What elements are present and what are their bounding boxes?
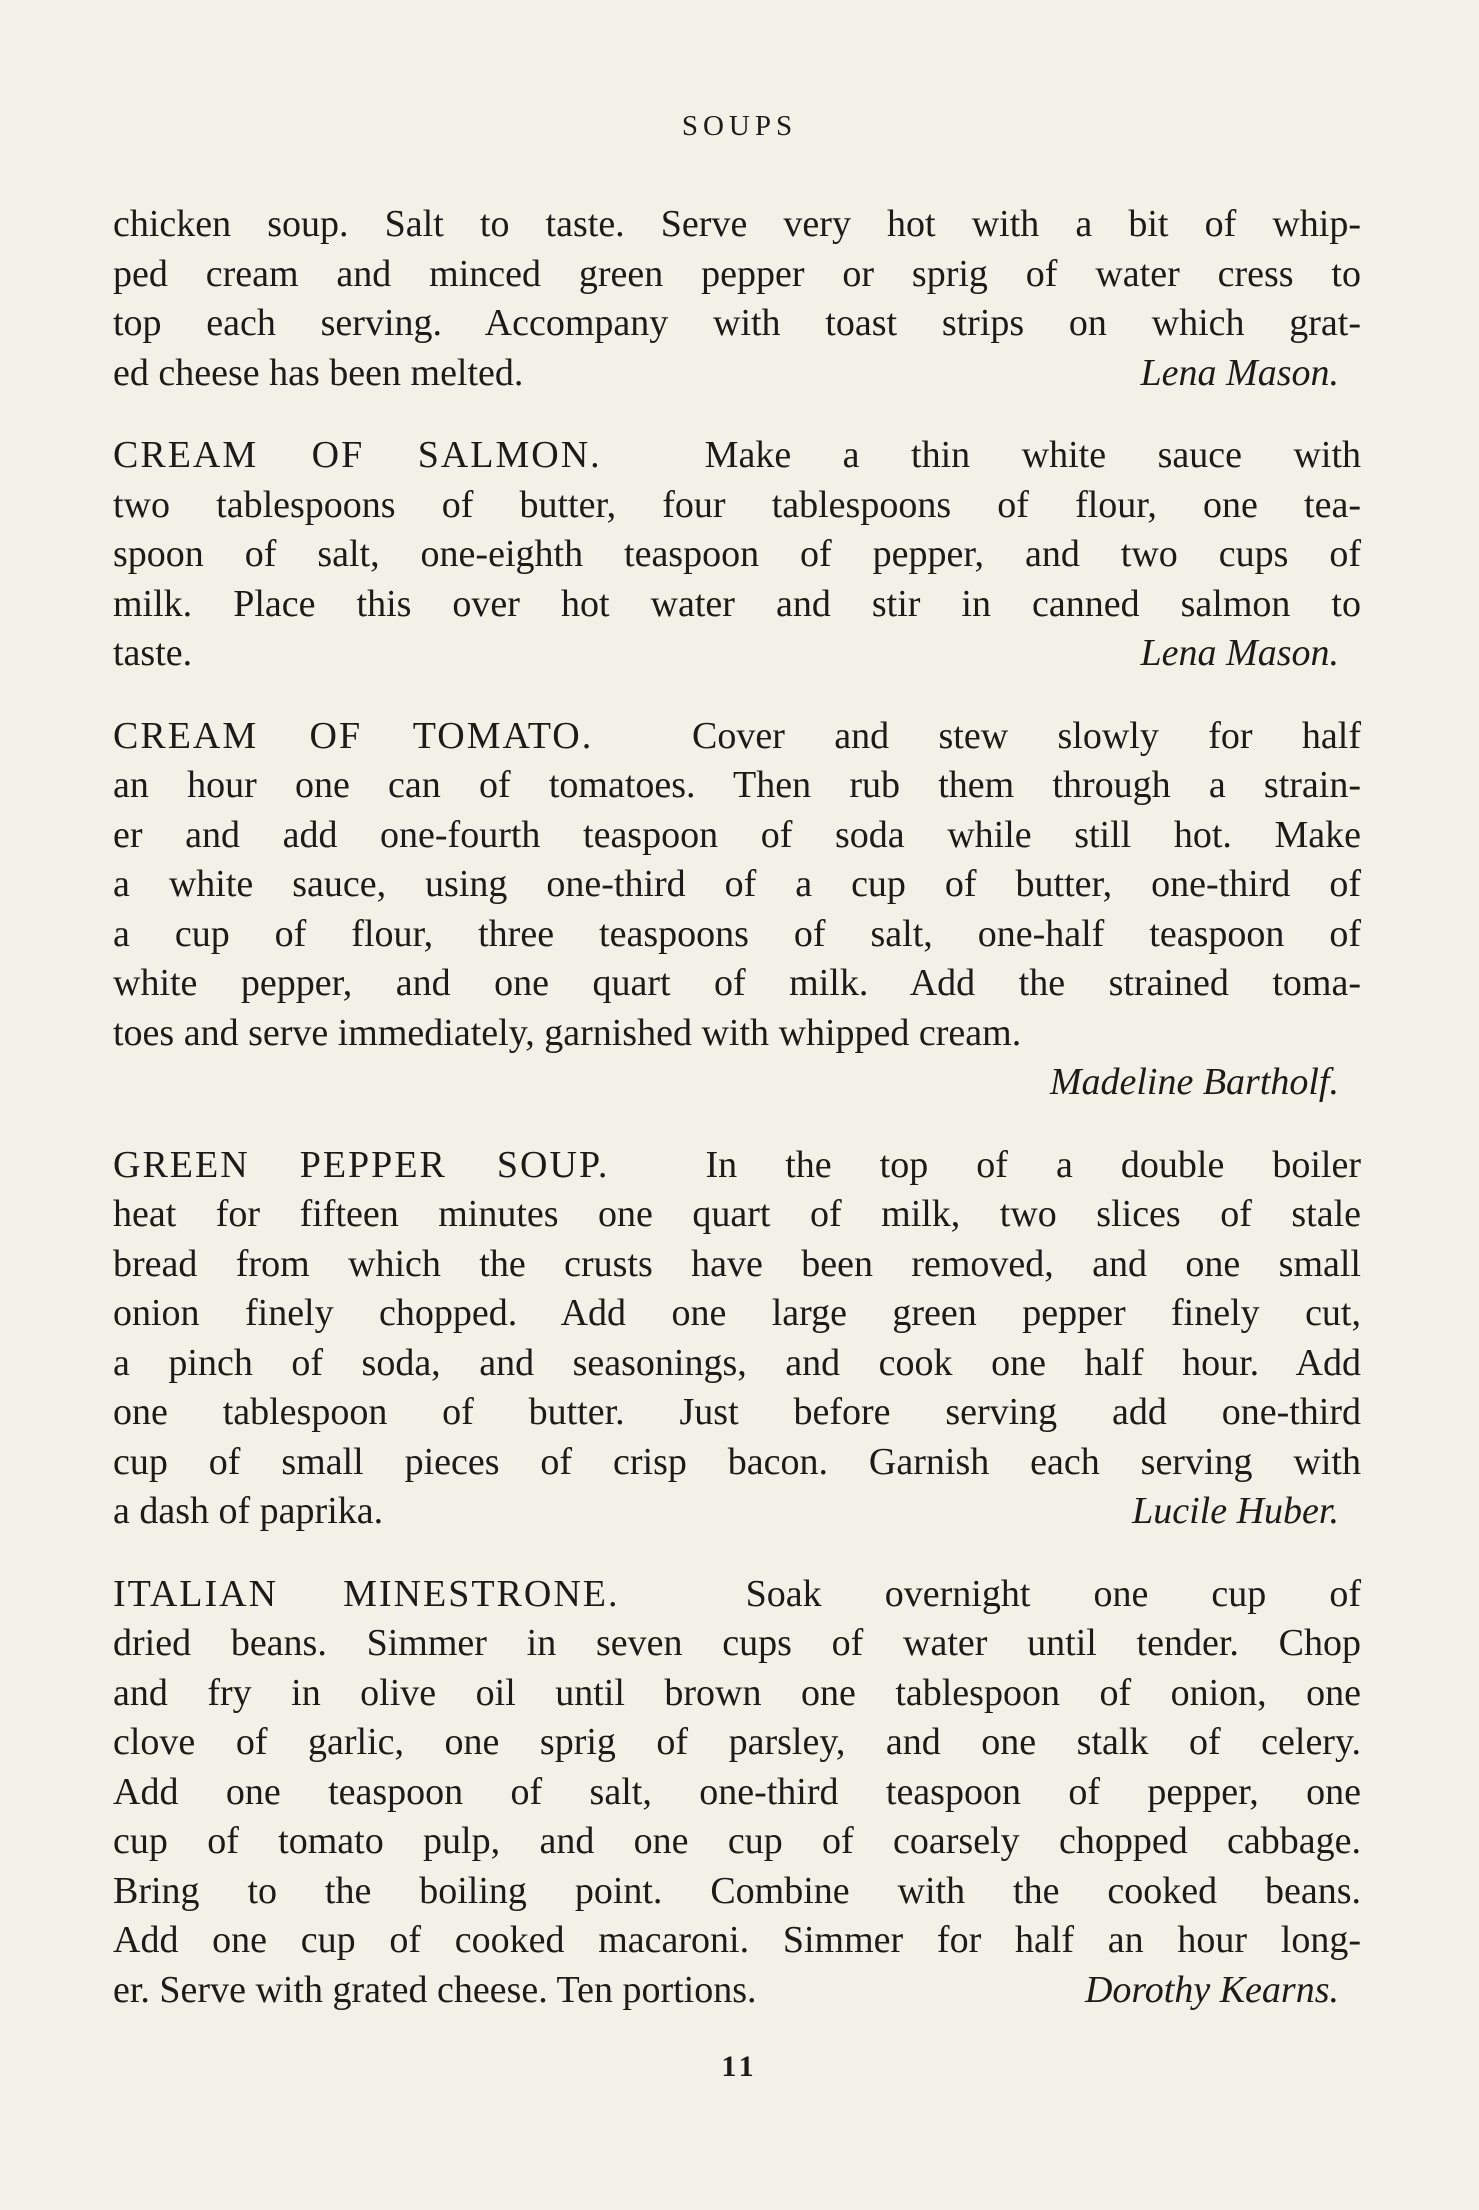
text-line: and fry in olive oil until brown one tablespoon of onion, one	[113, 1671, 1361, 1714]
text-line: Cover and stew slowly for half	[692, 714, 1362, 757]
recipe-author: Lena Mason.	[1140, 351, 1339, 394]
text-line: ed cheese has been melted.	[113, 351, 524, 394]
recipe-paragraph-pepper	[113, 1141, 1361, 1537]
final-line	[113, 1966, 1361, 2016]
author-line	[113, 1058, 1361, 1108]
final-line	[113, 349, 1361, 399]
recipe-author: Lucile Huber.	[1132, 1490, 1339, 1532]
text-line: toes and serve immediately, garnished with whipped cream.	[113, 1011, 1022, 1054]
running-head: SOUPS	[681, 110, 798, 142]
text-line: spoon of salt, one-eighth teaspoon of pepper, and two cups of	[113, 533, 1361, 575]
recipe-paragraph-tomato	[113, 712, 1361, 1108]
text-line: milk. Place this over hot water and stir in canned salmon to	[113, 582, 1361, 625]
text-line: Add one cup of cooked macaroni. Simmer for half an hour long-	[113, 1919, 1361, 1961]
text-line: Add one teaspoon of salt, one-third teaspoon of pepper, one	[113, 1770, 1361, 1813]
text-line: onion finely chopped. Add one large green pepper finely cut,	[113, 1292, 1361, 1334]
text-line: one tablespoon of butter. Just before serving add one-third	[113, 1391, 1361, 1433]
text-line: cup of tomato pulp, and one cup of coarsely chopped cabbage.	[113, 1820, 1361, 1862]
recipe-paragraph-intro	[113, 200, 1361, 398]
text-line: two tablespoons of butter, four tablespoons of flour, one tea-	[113, 483, 1361, 526]
text-line: a white sauce, using one-third of a cup of butter, one-third of	[113, 863, 1361, 905]
recipe-paragraph-minestrone	[113, 1570, 1361, 2016]
text-line: er. Serve with grated cheese. Ten portions.	[113, 1968, 757, 2011]
first-line	[113, 1570, 1361, 1620]
recipe-author: Madeline Bartholf.	[1049, 1061, 1339, 1103]
recipe-heading: CREAM OF SALMON.	[113, 434, 602, 476]
first-line	[113, 712, 1361, 762]
recipe-heading: GREEN PEPPER SOUP.	[113, 1143, 610, 1186]
text-line: top each serving. Accompany with toast strips on which grat-	[113, 302, 1361, 344]
text-line: a dash of paprika.	[113, 1490, 384, 1532]
text-line: chicken soup. Salt to taste. Serve very hot with a bit of whip-	[113, 203, 1361, 245]
first-line	[113, 431, 1361, 481]
text-line: dried beans. Simmer in seven cups of water until tender. Chop	[113, 1622, 1361, 1664]
page-number: 11	[721, 2050, 758, 2083]
recipe-author: Dorothy Kearns.	[1084, 1968, 1339, 2011]
text-line: clove of garlic, one sprig of parsley, and one stalk of celery.	[113, 1721, 1361, 1763]
text-line: Make a thin white sauce with	[704, 434, 1362, 476]
text-line: heat for fifteen minutes one quart of milk, two slices of stale	[113, 1193, 1361, 1235]
text-line: a pinch of soda, and seasonings, and cook one half hour. Add	[113, 1341, 1361, 1384]
text-line: bread from which the crusts have been removed, and one small	[113, 1242, 1361, 1285]
recipe-text	[113, 200, 1361, 2015]
text-line: white pepper, and one quart of milk. Add the strained toma-	[113, 962, 1361, 1004]
text-line: Bring to the boiling point. Combine with the cooked beans.	[113, 1869, 1361, 1912]
text-line: an hour one can of tomatoes. Then rub them through a strain-	[113, 764, 1361, 806]
recipe-author: Lena Mason.	[1140, 632, 1339, 674]
recipe-paragraph-salmon	[113, 431, 1361, 679]
final-line	[113, 1487, 1361, 1537]
text-line: cup of small pieces of crisp bacon. Garnish each serving with	[113, 1440, 1361, 1483]
text-line: Soak overnight one cup of	[745, 1572, 1362, 1615]
first-line	[113, 1141, 1361, 1191]
text-line: a cup of flour, three teaspoons of salt, one-half teaspoon of	[113, 912, 1361, 955]
recipe-heading: ITALIAN MINESTRONE.	[113, 1572, 620, 1615]
text-line: In the top of a double boiler	[705, 1143, 1362, 1186]
recipe-heading: CREAM OF TOMATO.	[113, 714, 594, 757]
text-line: ped cream and minced green pepper or sprig of water cress to	[113, 252, 1361, 295]
text-line: taste.	[113, 632, 193, 674]
text-line: er and add one-fourth teaspoon of soda while still hot. Make	[113, 813, 1361, 856]
final-line	[113, 629, 1361, 679]
